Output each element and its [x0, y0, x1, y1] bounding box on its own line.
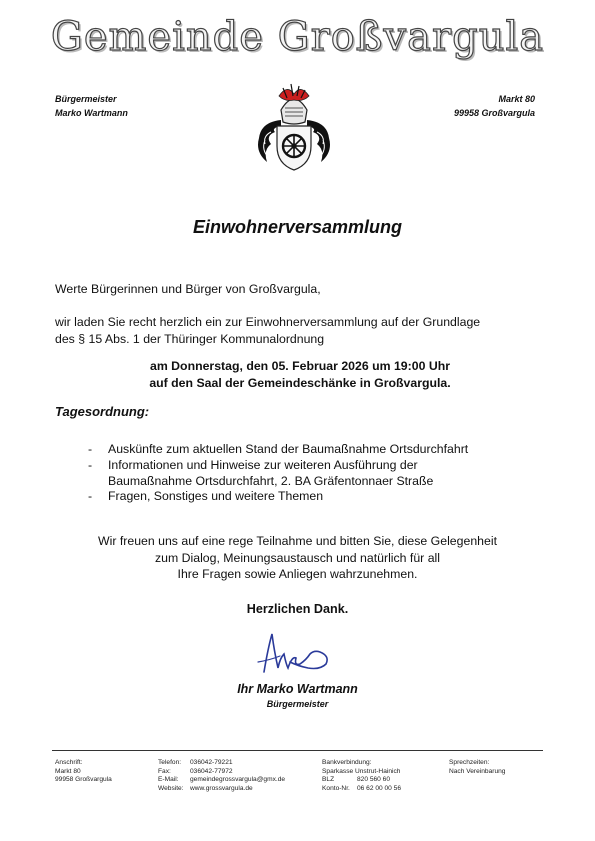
closing-paragraph — [0, 533, 595, 583]
footer-label: Sprechzeiten: — [449, 759, 490, 766]
coat-of-arms-icon — [251, 80, 337, 174]
list-item-text: Auskünfte zum aktuellen Stand der Baumaßnahme Ortsdurchfahrt — [108, 442, 469, 456]
list-dash: - — [88, 457, 93, 472]
closing-line: Wir freuen uns auf eine rege Teilnahme und bitten Sie, diese Gelegenheit — [98, 534, 497, 548]
document-subject: Einwohnerversammlung — [192, 217, 403, 237]
list-item — [88, 442, 558, 458]
fax-number: 036042-77972 — [190, 767, 233, 775]
footer-text: Nach Vereinbarung — [449, 767, 506, 775]
event-location-line: auf den Saal der Gemeindeschänke in Großvargula. — [149, 376, 451, 390]
list-dash: - — [88, 442, 93, 456]
bank-code: 820 560 60 — [357, 776, 391, 784]
sender-role: Bürgermeister — [55, 94, 117, 104]
footer-text: Markt 80 — [55, 767, 81, 775]
phone-number: 036042-79221 — [190, 759, 233, 766]
signer-title: Bürgermeister — [266, 699, 329, 709]
footer-contact-values — [190, 759, 285, 793]
footer-hours — [449, 759, 505, 776]
sender-left — [55, 92, 128, 120]
list-item — [88, 489, 558, 505]
footer-label: Konto-Nr. — [322, 784, 350, 792]
footer-address — [55, 759, 112, 785]
list-dash: - — [88, 489, 93, 504]
account-number: 06 62 00 00 56 — [357, 784, 401, 792]
website-address: www.grossvargula.de — [190, 784, 253, 792]
invitation-line: des § 15 Abs. 1 der Thüringer Kommunalordnung — [55, 332, 325, 346]
invitation-line: wir laden Sie recht herzlich ein zur Einwohnerversammlung auf der Grundlage — [55, 315, 481, 329]
footer-label: Website: — [158, 784, 184, 792]
closing-line: Ihre Fragen sowie Anliegen wahrzunehmen. — [177, 567, 418, 582]
event-details — [55, 358, 545, 392]
list-item-text: Informationen und Hinweise zur weiteren Ausführung der — [108, 457, 418, 472]
footer-label: Telefon: — [158, 759, 182, 766]
agenda-list — [88, 442, 558, 505]
handwritten-signature — [250, 628, 340, 682]
email-address: gemeindegrossvargula@gmx.de — [190, 776, 286, 784]
sender-city: 99958 Großvargula — [453, 108, 535, 118]
bank-name: Sparkasse Unstrut-Hainich — [322, 767, 401, 775]
footer-label: Anschrift: — [55, 759, 83, 766]
list-item — [88, 458, 558, 490]
event-date-line: am Donnerstag, den 05. Februar 2026 um 19:00 Uhr — [149, 359, 450, 373]
footer-label: E-Mail: — [158, 776, 179, 784]
footer-divider — [52, 750, 543, 751]
footer-bank-values — [357, 776, 401, 793]
footer-label: BLZ — [322, 776, 335, 784]
masthead — [0, 14, 595, 60]
list-item-text: Baumaßnahme Ortsdurchfahrt, 2. BA Gräfentonnaer Straße — [108, 473, 434, 488]
signer-name: Ihr Marko Wartmann — [237, 682, 358, 696]
footer-text: 99958 Großvargula — [55, 776, 112, 784]
list-item-text: Fragen, Sonstiges und weitere Themen — [108, 489, 324, 504]
sender-right — [454, 92, 535, 120]
sender-street: Markt 80 — [498, 94, 535, 104]
masthead-title: Gemeinde Großvargula — [50, 14, 545, 60]
salutation: Werte Bürgerinnen und Bürger von Großvargula, — [55, 282, 321, 296]
closing-line: zum Dialog, Meinungsaustausch und natürlich für all — [154, 550, 441, 565]
footer-label: Bankverbindung: — [322, 759, 372, 766]
sender-name: Marko Wartmann — [55, 108, 128, 118]
thanks-line: Herzlichen Dank. — [246, 602, 349, 616]
agenda-title: Tagesordnung: — [55, 404, 150, 419]
footer-contact-labels — [158, 759, 184, 793]
footer-label: Fax: — [158, 767, 171, 775]
invitation-paragraph — [55, 314, 545, 348]
